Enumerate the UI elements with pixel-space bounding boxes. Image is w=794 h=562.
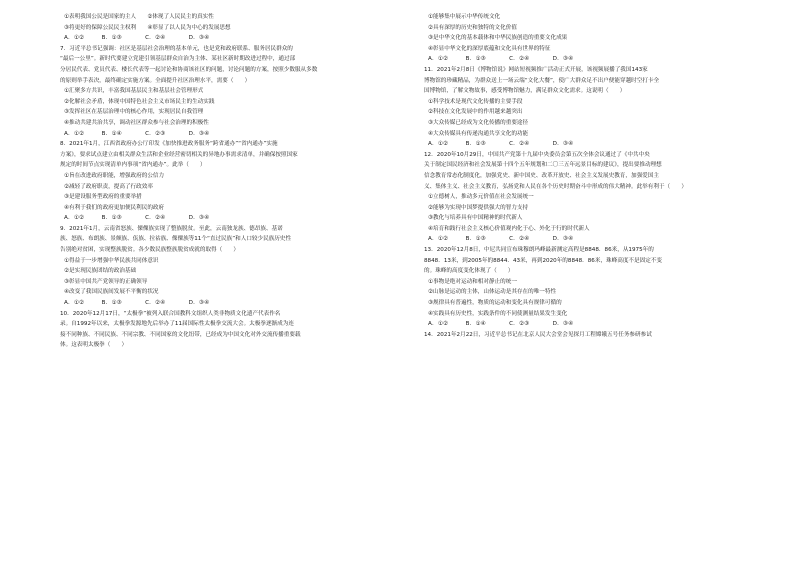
option-statement: ③是建设服务型政府的重要举措 [64, 194, 142, 201]
option-statement: ③将更好的保障公民民主权利 ④彰显了以人民为中心的发展思想 [64, 24, 231, 31]
answer-choices: A．①② B．①③ C．②④ D．③④ [64, 35, 210, 42]
option-statement: ②减轻了政府职责，提高了行政效率 [64, 183, 153, 190]
question-text-line: 11．2021年2月8日《博物馆说》网站短视频推广活动正式开展，该视频展播了我国143家 [424, 66, 648, 73]
question-text-line: 8．2021年1月，江西省政府办公厅印发《加快推进政务服务“跨省通办”“省内通办”实施 [60, 141, 278, 148]
question-text-line: 关于制定国民经济和社会发展第十四个五年规划和二〇三五年远景目标的建议》，提出要推动理想 [424, 162, 662, 169]
question-text-line: 8848．13米，到2005年的8844．43米，再到2020年的8848．86米，珠峰高度不是固定不变 [424, 257, 662, 264]
answer-choices: A．①② B．①③ C．②④ D．③④ [428, 141, 574, 148]
option-statement: ①表明我国公民是国家的主人 ②体现了人民民主的真实性 [64, 14, 214, 20]
right-column [424, 12, 754, 340]
option-statement: ①汇聚多方共识，丰富我国基层民主和基层社会管理形式 [64, 88, 204, 95]
option-statement: ②科技在文化发展中的作用越来越突出 [428, 109, 523, 116]
option-statement: ③是中华文化的基本载体和中华民族创造的重要文化成果 [428, 35, 568, 42]
option-statement: ②化解社会矛盾，体现中国特色社会主义市场民主的生动实践 [64, 98, 215, 105]
question-text-line: 信念教育常态化制度化，加强党史、新中国史、改革开放史、社会主义发展史教育，加强爱国主 [424, 172, 659, 179]
question-text-line: 14．2021年2月22日，习近平总书记在北京人民大会堂会见探月工程嫦娥五号任务参研参试 [424, 331, 652, 338]
question-text-line: 规定的时间节点实现清单内事项“省内通办”。此举（ ） [60, 162, 206, 169]
question-text-line: 方案》，要求试点建立由相关群众生活和企业经营密切相关的异地办事需求清单，并确保按照国家 [60, 151, 298, 158]
question-text-line: 博物馆的珍藏精品，为群众送上一场云端“文化大餐”，使广大群众足不出户便能穿越时空打卡全 [424, 77, 660, 84]
question-text-line: 12．2020年10月29日，中国共产党第十九届中央委员会第五次全体会议通过了《中共中央 [424, 151, 650, 158]
question-text-line: 的。珠峰的高度变化体现了（ ） [424, 268, 514, 275]
question-text-line: 10．2020年12月17日，“太极拳”被列入联合国教科文组织人类非物质文化遗产代表作名 [60, 310, 281, 317]
option-statement: ③教化与培养具有中国精神的时代新人 [428, 215, 523, 222]
question-text-line: 体。这表明太极拳（ ） [60, 342, 128, 349]
option-statement: ②能够为实现中国梦提供强大的智力支持 [428, 204, 529, 211]
option-statement: ③发挥社区在基层治理中的核心作用，实现居民自我管理 [64, 109, 204, 116]
answer-choices: A．①② B．①③ C．②④ D．③④ [64, 300, 210, 307]
question-text-line: 义、集体主义、社会主义教育，弘扬党和人民在各个历史时期奋斗中形成的伟大精神。此举有利于（ ） [424, 183, 687, 190]
option-statement: ④有利于我们的政府更加便民利民的政府 [64, 204, 165, 211]
left-column [60, 12, 390, 351]
option-statement: ④推动共建共治共享，调动社区群众参与社会治理的积极性 [64, 119, 209, 126]
option-statement: ④改变了我国民族间发展不平衡的状况 [64, 289, 159, 296]
option-statement: ①立德树人，推动多元价值在社会发展统一 [428, 194, 534, 201]
question-text-line: 9．2021年1月，云南省怒族、傈僳族实现了整族脱贫。至此，云南独龙族、德昂族、基诺 [60, 225, 283, 232]
option-statement: ④大众传媒具有传递沟通共享文化的功能 [428, 130, 529, 137]
question-text-line: 接不同种族、不同民族、不同宗教、不同国家的文化纽带，已经成为中国文化对外交流传播重要载 [60, 331, 301, 338]
option-statement: ①能够集中展示中华传统文化 [428, 14, 501, 20]
option-statement: ③规律具有普遍性，物质的运动和变化具有规律可循的 [428, 300, 562, 307]
question-text-line: 录。自1992年以来，太极拳发源地先后举办了11届国际性太极拳交流大会。太极拳逐渐成为连 [60, 321, 294, 328]
answer-choices: A．①② B．①③ C．②④ D．③④ [64, 215, 210, 222]
question-text-line: 7．习近平总书记强调：社区是基层社会治理的基本单元，也是党和政府联系、服务居民群众的 [60, 45, 293, 52]
option-statement: ①事物是绝对运动和相对静止的统一 [428, 278, 517, 285]
option-statement: ④彰显中华文化的深厚底蕴和文化具有世界的特征 [428, 45, 551, 52]
option-statement: ①得益于一步增强中华民族共同体意识 [64, 257, 159, 264]
question-text-line: 的原则举手表决，最终确定实施方案。全面提升社区治理水平，需要（ ） [60, 77, 251, 84]
option-statement: ①旨在改进政府职能，增强政府的公信力 [64, 172, 165, 179]
answer-choices: A．①② B．①④ C．②③ D．③④ [428, 321, 574, 328]
option-statement: ③彰显中国共产党领导的正确领导 [64, 278, 148, 285]
question-text-line: 族、怒族、布朗族、景颇族、佤族、拉祜族、傈僳族等11个“直过民族”和人口较少民族历史性 [60, 236, 292, 243]
answer-choices: A．①② B．①④ C．②③ D．③④ [64, 130, 210, 137]
question-text-line: 国博物馆，了解文物故事，感受博物馆魅力，满足群众文化需求。这说明（ ） [424, 88, 626, 95]
answer-choices: A．①② B．①③ C．②④ D．③④ [428, 56, 574, 63]
question-text-line: “最后一公里”。新时代要建立党建引领基层群众自治为主体、某社区新时期改进过程中，通过部 [60, 56, 296, 63]
option-statement: ②山脉是运动的主体，山体运动是其存在的唯一特性 [428, 289, 557, 296]
option-statement: ④实践具有历史性，实践条件的不同使测量结果发生变化 [428, 310, 568, 317]
question-text-line: 告别绝对贫困，实现整族脱贫。各少数民族整族脱贫成就的取得（ ） [60, 247, 240, 254]
option-statement: ②具有深厚的历史和独特的文化价值 [428, 24, 517, 31]
question-text-line: 13．2020年12月8日，中尼共同宣布珠穆朗玛峰最新测定高程是8848．86米，从1975年的 [424, 247, 654, 254]
option-statement: ④培育和践行社会主义核心价值观内化于心、外化于行的时代新人 [428, 225, 590, 232]
option-statement: ②是实现民族团结的政治基础 [64, 268, 137, 275]
option-statement: ③大众传媒已经成为文化传播的重要途径 [428, 119, 529, 126]
option-statement: ①科学技术是现代文化传播的主要手段 [428, 98, 523, 105]
question-text-line: 分居民代表、党员代表、楼长代表等一起讨论和协商该社区的问题，讨论问题的方案，按照少数服从多数 [60, 66, 318, 73]
answer-choices: A．①② B．①③ C．②④ D．③④ [428, 236, 574, 243]
